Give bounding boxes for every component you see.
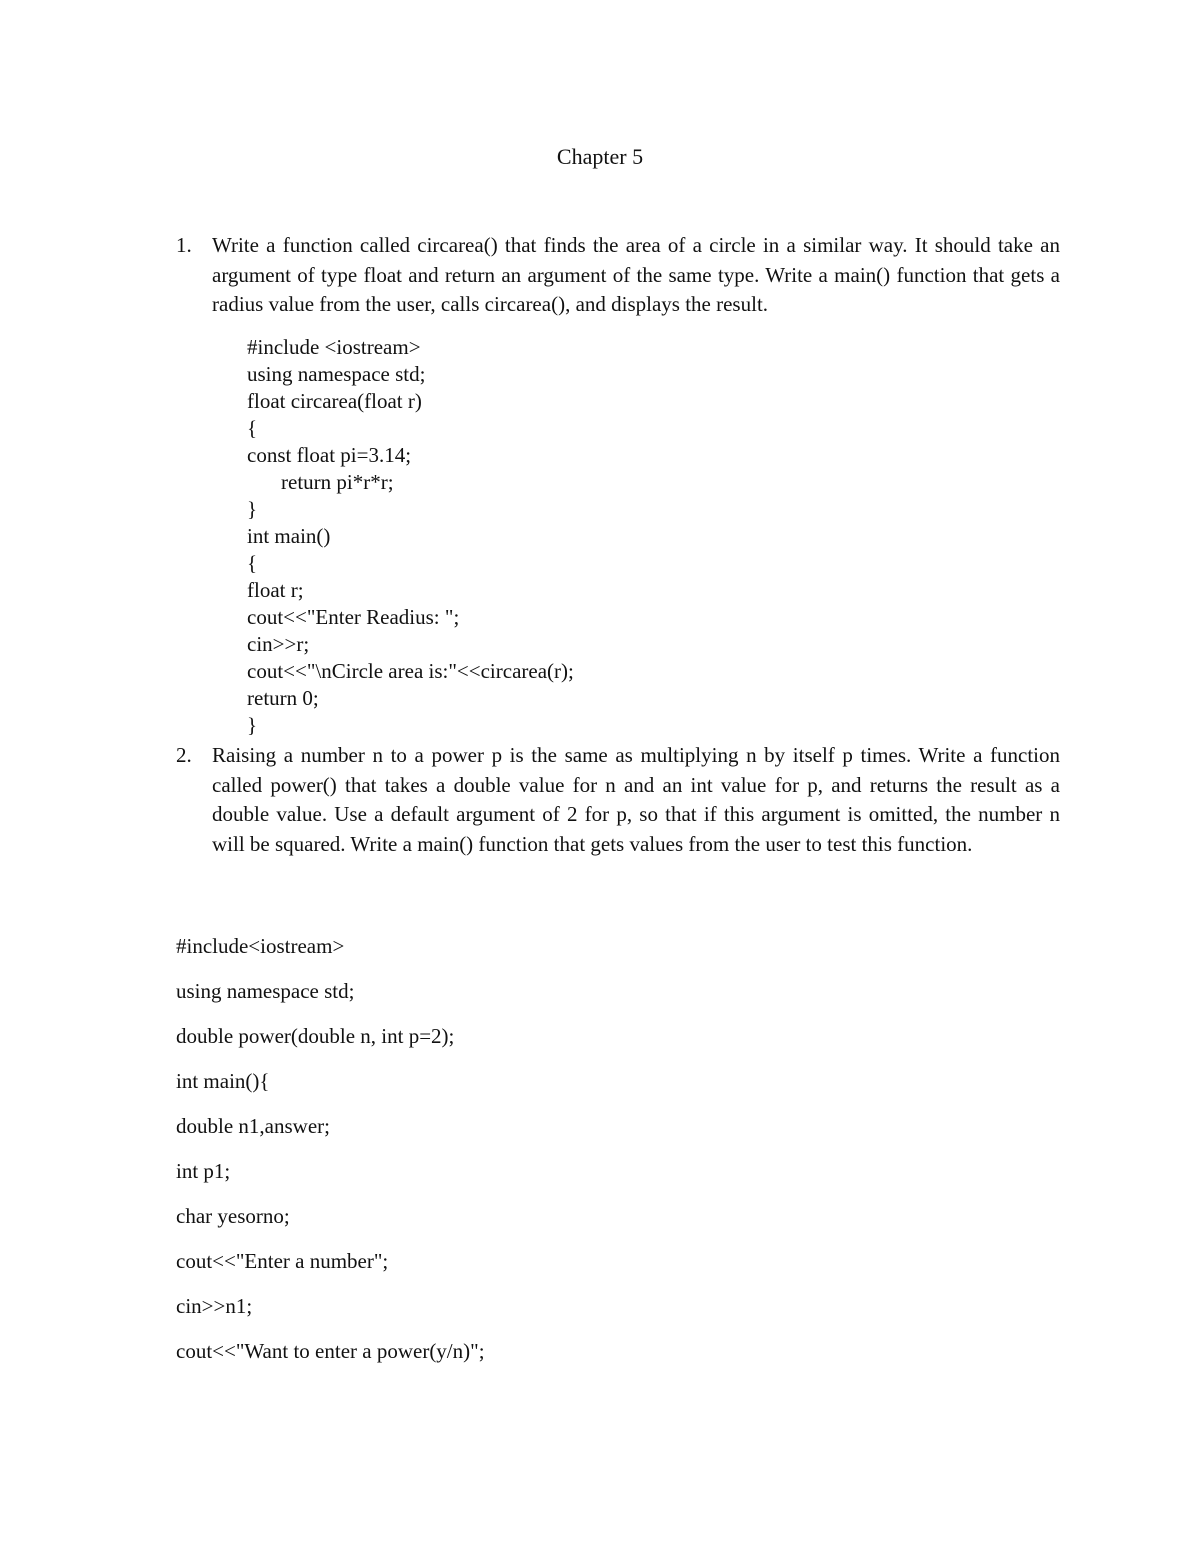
code-line: } bbox=[247, 713, 258, 737]
code-line: int main(){ bbox=[176, 1069, 270, 1093]
code-line: cout<<"Enter a number"; bbox=[176, 1249, 389, 1273]
code-line: using namespace std; bbox=[176, 979, 355, 1003]
code-line: int p1; bbox=[176, 1159, 231, 1183]
code-line: using namespace std; bbox=[247, 362, 426, 386]
code-line: float circarea(float r) bbox=[247, 389, 422, 413]
code-line: cout<<"\nCircle area is:"<<circarea(r); bbox=[247, 659, 574, 683]
code-line: cout<<"Want to enter a power(y/n)"; bbox=[176, 1339, 485, 1363]
code-line: double power(double n, int p=2); bbox=[176, 1024, 455, 1048]
code-line: const float pi=3.14; bbox=[247, 443, 412, 467]
code-line: char yesorno; bbox=[176, 1204, 290, 1228]
code-block-1 bbox=[247, 334, 574, 739]
code-line: cin>>n1; bbox=[176, 1294, 253, 1318]
code-block-2 bbox=[176, 931, 485, 1381]
code-line: float r; bbox=[247, 578, 304, 602]
code-line: #include<iostream> bbox=[176, 934, 345, 958]
question-number: 1. bbox=[176, 233, 192, 257]
code-line: #include <iostream> bbox=[247, 335, 421, 359]
code-line: return 0; bbox=[247, 686, 319, 710]
code-line: { bbox=[247, 416, 258, 440]
chapter-title: Chapter 5 bbox=[556, 144, 644, 169]
code-line: cout<<"Enter Readius: "; bbox=[247, 605, 460, 629]
question-1 bbox=[176, 231, 1060, 320]
code-line: } bbox=[247, 497, 258, 521]
code-line: double n1,answer; bbox=[176, 1114, 330, 1138]
code-line: return pi*r*r; bbox=[281, 470, 394, 494]
question-2 bbox=[176, 741, 1060, 859]
code-line: int main() bbox=[247, 524, 331, 548]
question-text: Write a function called circarea() that finds the area of a circle in a similar way. It should take an argument of type float and return an argument of the same type. Write a main() function that gets a radius value from the user, calls circarea(), and displays the result. bbox=[212, 233, 1060, 316]
question-text: Raising a number n to a power p is the same as multiplying n by itself p times. Write a function called power() that takes a double value for n and an int value for p, and returns the result as a double value. Use a default argument of 2 for p, so that if this argument is omitted, the number n will be squared. Write a main() function that gets values from the user to test this function. bbox=[212, 743, 1060, 856]
code-line: cin>>r; bbox=[247, 632, 310, 656]
question-number: 2. bbox=[176, 743, 192, 767]
code-line: { bbox=[247, 551, 258, 575]
